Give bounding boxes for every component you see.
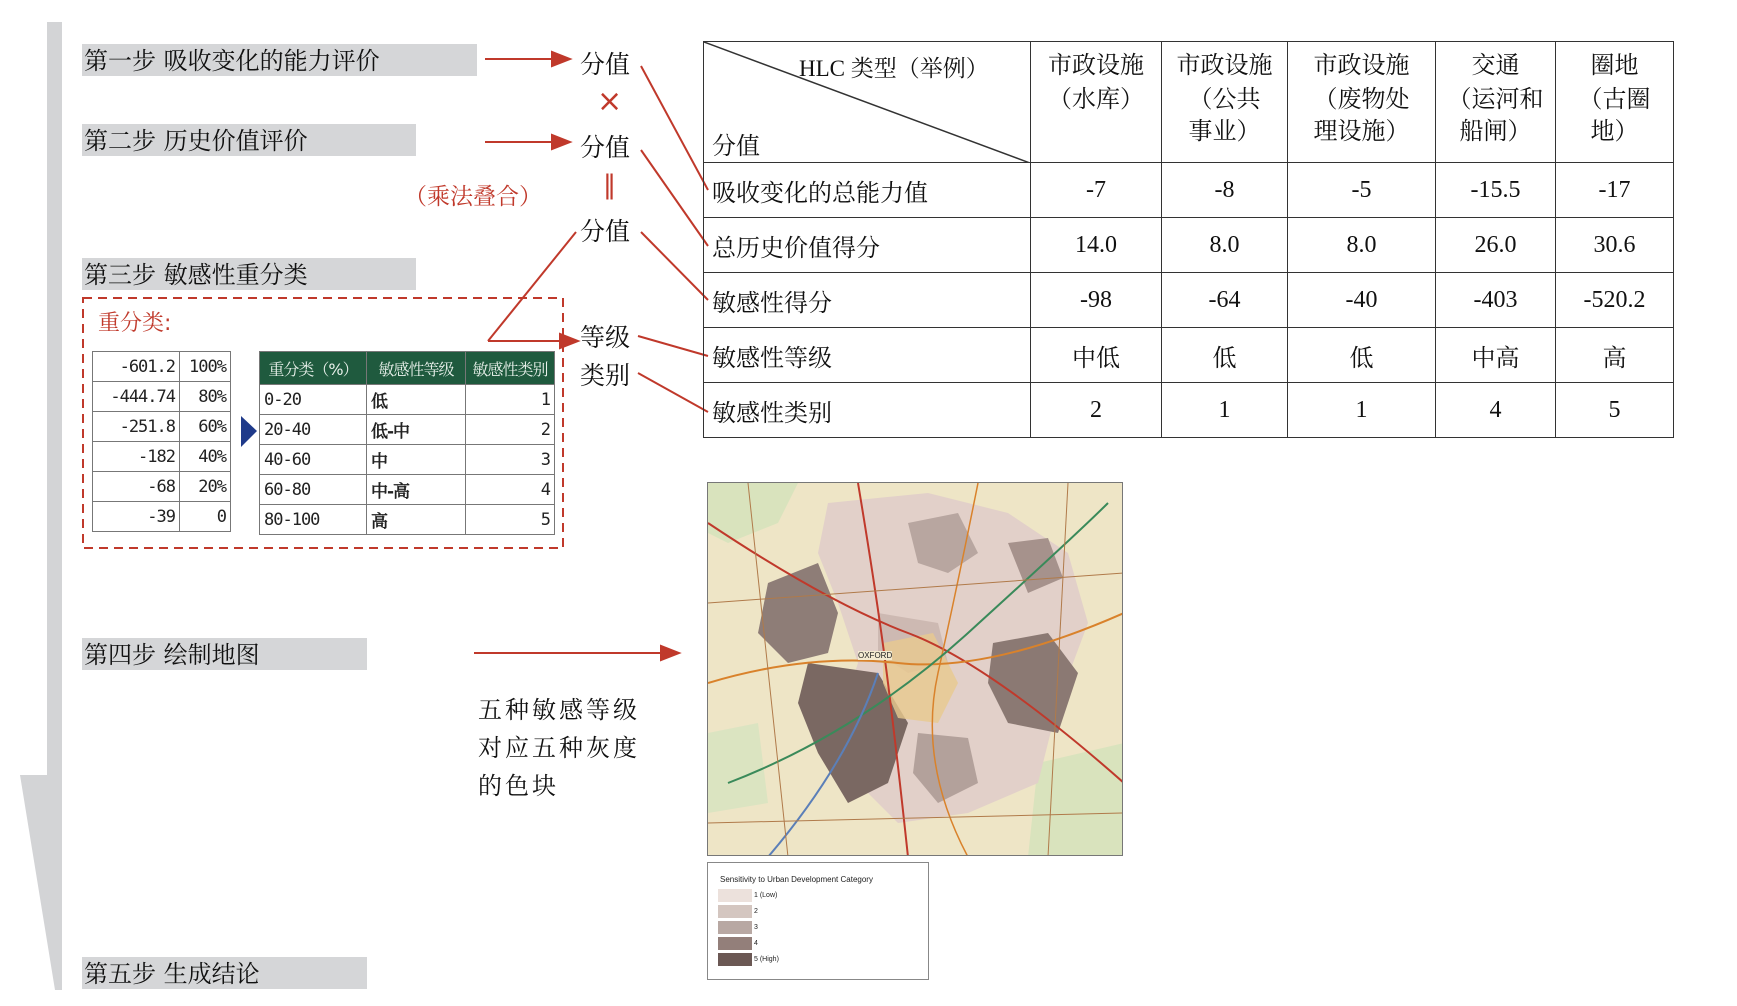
legend-item: [718, 937, 758, 951]
table-cell: 敏感性得分: [704, 273, 1031, 328]
table-cell: 低: [367, 385, 466, 415]
table-cell: -40: [1288, 273, 1436, 328]
table-cell: 40-60: [260, 445, 367, 475]
table-cell: -444.74: [93, 382, 180, 412]
table-cell: 吸收变化的总能力值: [704, 163, 1031, 218]
corner-bottom-label: 分值: [712, 132, 760, 160]
table-row: [260, 385, 555, 415]
table-cell: 26.0: [1436, 218, 1556, 273]
equals-symbol: ‖: [603, 170, 616, 200]
map-note-2: 对应五种灰度: [478, 734, 640, 762]
legend-item: [718, 921, 758, 935]
col-header-line: 市政设施: [1176, 51, 1273, 79]
city-label: OXFORD: [858, 651, 893, 660]
table-cell: 中: [367, 445, 466, 475]
table-cell: 高: [1556, 328, 1674, 383]
table-cell: 80%: [180, 382, 231, 412]
map-legend: [707, 862, 929, 980]
table-cell: 中高: [1436, 328, 1556, 383]
legend-label: 2: [754, 908, 758, 915]
table-cell: 0: [180, 502, 231, 532]
table-cell: 30.6: [1556, 218, 1674, 273]
table-row: [704, 328, 1674, 383]
col-header-line: 交通: [1471, 51, 1520, 79]
table-cell: 20%: [180, 472, 231, 502]
col-header-line: 事业）: [1188, 117, 1261, 145]
legend-label: 1 (Low): [754, 892, 778, 899]
table-cell: 总历史价值得分: [704, 218, 1031, 273]
table-cell: 0-20: [260, 385, 367, 415]
table-cell: 2: [1031, 383, 1162, 438]
legend-item: [718, 889, 777, 903]
col-header-line: 船闸）: [1459, 117, 1532, 145]
step-4: 第四步 绘制地图: [82, 638, 367, 670]
table-cell: 1: [1288, 383, 1436, 438]
table-cell: 2: [466, 415, 555, 445]
class-header: 重分类（%）: [260, 352, 367, 385]
class-table: [259, 351, 555, 535]
table-cell: 14.0: [1031, 218, 1162, 273]
table-cell: -17: [1556, 163, 1674, 218]
corner-cell: [704, 42, 1031, 163]
table-cell: -182: [93, 442, 180, 472]
class-header: 敏感性等级: [367, 352, 466, 385]
table-cell: 敏感性等级: [704, 328, 1031, 383]
legend-swatch: [718, 921, 752, 934]
table-cell: -15.5: [1436, 163, 1556, 218]
table-row: [93, 442, 231, 472]
table-cell: 1: [1162, 383, 1288, 438]
table-row: [704, 383, 1674, 438]
map-note-3: 的色块: [478, 772, 559, 800]
legend-item: [718, 905, 758, 919]
col-header-3: [1288, 42, 1436, 163]
category-label: 类别: [580, 361, 631, 390]
legend-swatch: [718, 905, 752, 918]
lookup-table: [92, 351, 231, 532]
step2-arrow: [485, 135, 570, 149]
table-cell: 80-100: [260, 505, 367, 535]
col-header-line: 市政设施: [1048, 51, 1144, 79]
reclass-connector: [488, 232, 578, 348]
table-cell: 60-80: [260, 475, 367, 505]
times-symbol: ×: [597, 84, 623, 119]
table-cell: 敏感性类别: [704, 383, 1031, 438]
step-2: 第二步 历史价值评价: [82, 124, 416, 156]
col-header-line: （水库）: [1048, 85, 1144, 113]
sensitivity-table: [703, 41, 1674, 438]
table-row: [93, 472, 231, 502]
col-header-line: （公共: [1188, 85, 1261, 113]
leader-lines: [638, 66, 708, 412]
progress-arrow: [20, 22, 62, 990]
table-row: [260, 505, 555, 535]
table-row: [93, 502, 231, 532]
score-label-3: 分值: [580, 217, 631, 246]
table-cell: 40%: [180, 442, 231, 472]
multiply-note: （乘法叠合）: [404, 184, 542, 210]
table-cell: 高: [367, 505, 466, 535]
step-3: 第三步 敏感性重分类: [82, 258, 416, 290]
table-cell: -520.2: [1556, 273, 1674, 328]
pointer-triangle: [241, 416, 257, 447]
legend-swatch: [718, 889, 752, 902]
col-header-line: 圈地: [1590, 51, 1639, 79]
legend-label: 3: [754, 924, 758, 931]
table-cell: 5: [1556, 383, 1674, 438]
table-cell: 5: [466, 505, 555, 535]
corner-top-label: HLC 类型（举例）: [799, 56, 989, 81]
reclass-title: 重分类:: [98, 311, 172, 336]
table-row: [260, 415, 555, 445]
table-cell: -64: [1162, 273, 1288, 328]
table-cell: 8.0: [1288, 218, 1436, 273]
legend-label: 5 (High): [754, 956, 779, 963]
col-header-line: 市政设施: [1313, 51, 1410, 79]
table-cell: 低: [1288, 328, 1436, 383]
table-cell: -98: [1031, 273, 1162, 328]
col-header-5: [1556, 42, 1674, 163]
legend-title: Sensitivity to Urban Development Category: [720, 875, 873, 884]
col-header-line: 地）: [1590, 117, 1639, 145]
col-header-line: （运河和: [1447, 85, 1544, 113]
table-cell: 4: [466, 475, 555, 505]
table-row: [93, 412, 231, 442]
col-header-4: [1436, 42, 1556, 163]
table-cell: 中-高: [367, 475, 466, 505]
col-header-1: [1031, 42, 1162, 163]
table-row: [260, 445, 555, 475]
table-cell: 100%: [180, 352, 231, 382]
table-cell: -68: [93, 472, 180, 502]
table-cell: 3: [466, 445, 555, 475]
table-cell: -7: [1031, 163, 1162, 218]
step1-arrow: [485, 52, 570, 66]
table-cell: 中低: [1031, 328, 1162, 383]
table-row: [704, 163, 1674, 218]
table-cell: 60%: [180, 412, 231, 442]
table-row: [704, 42, 1674, 163]
legend-swatch: [718, 937, 752, 950]
table-cell: 低-中: [367, 415, 466, 445]
step4-arrow: [474, 646, 679, 660]
col-header-line: （废物处: [1313, 85, 1410, 113]
table-row: [704, 273, 1674, 328]
table-row: [260, 352, 555, 385]
sensitivity-map: [707, 482, 1123, 856]
table-cell: 低: [1162, 328, 1288, 383]
table-cell: -8: [1162, 163, 1288, 218]
step-5: 第五步 生成结论: [82, 957, 367, 989]
table-row: [704, 218, 1674, 273]
score-label-2: 分值: [580, 133, 631, 162]
table-row: [260, 475, 555, 505]
table-cell: 20-40: [260, 415, 367, 445]
step-1: 第一步 吸收变化的能力评价: [82, 44, 477, 76]
class-header: 敏感性类别: [466, 352, 555, 385]
table-cell: 1: [466, 385, 555, 415]
table-cell: -403: [1436, 273, 1556, 328]
table-cell: 8.0: [1162, 218, 1288, 273]
col-header-line: （古圈: [1578, 85, 1651, 113]
table-cell: -601.2: [93, 352, 180, 382]
table-cell: -251.8: [93, 412, 180, 442]
col-header-2: [1162, 42, 1288, 163]
map-note-1: 五种敏感等级: [478, 696, 640, 724]
score-label-1: 分值: [580, 50, 631, 79]
col-header-line: 理设施）: [1313, 117, 1410, 145]
table-row: [93, 352, 231, 382]
table-cell: 4: [1436, 383, 1556, 438]
legend-label: 4: [754, 940, 758, 947]
table-cell: -5: [1288, 163, 1436, 218]
legend-item: [718, 953, 779, 967]
grade-label: 等级: [580, 323, 631, 352]
table-cell: -39: [93, 502, 180, 532]
table-row: [93, 382, 231, 412]
map-graphic: [708, 483, 1123, 856]
legend-swatch: [718, 953, 752, 966]
